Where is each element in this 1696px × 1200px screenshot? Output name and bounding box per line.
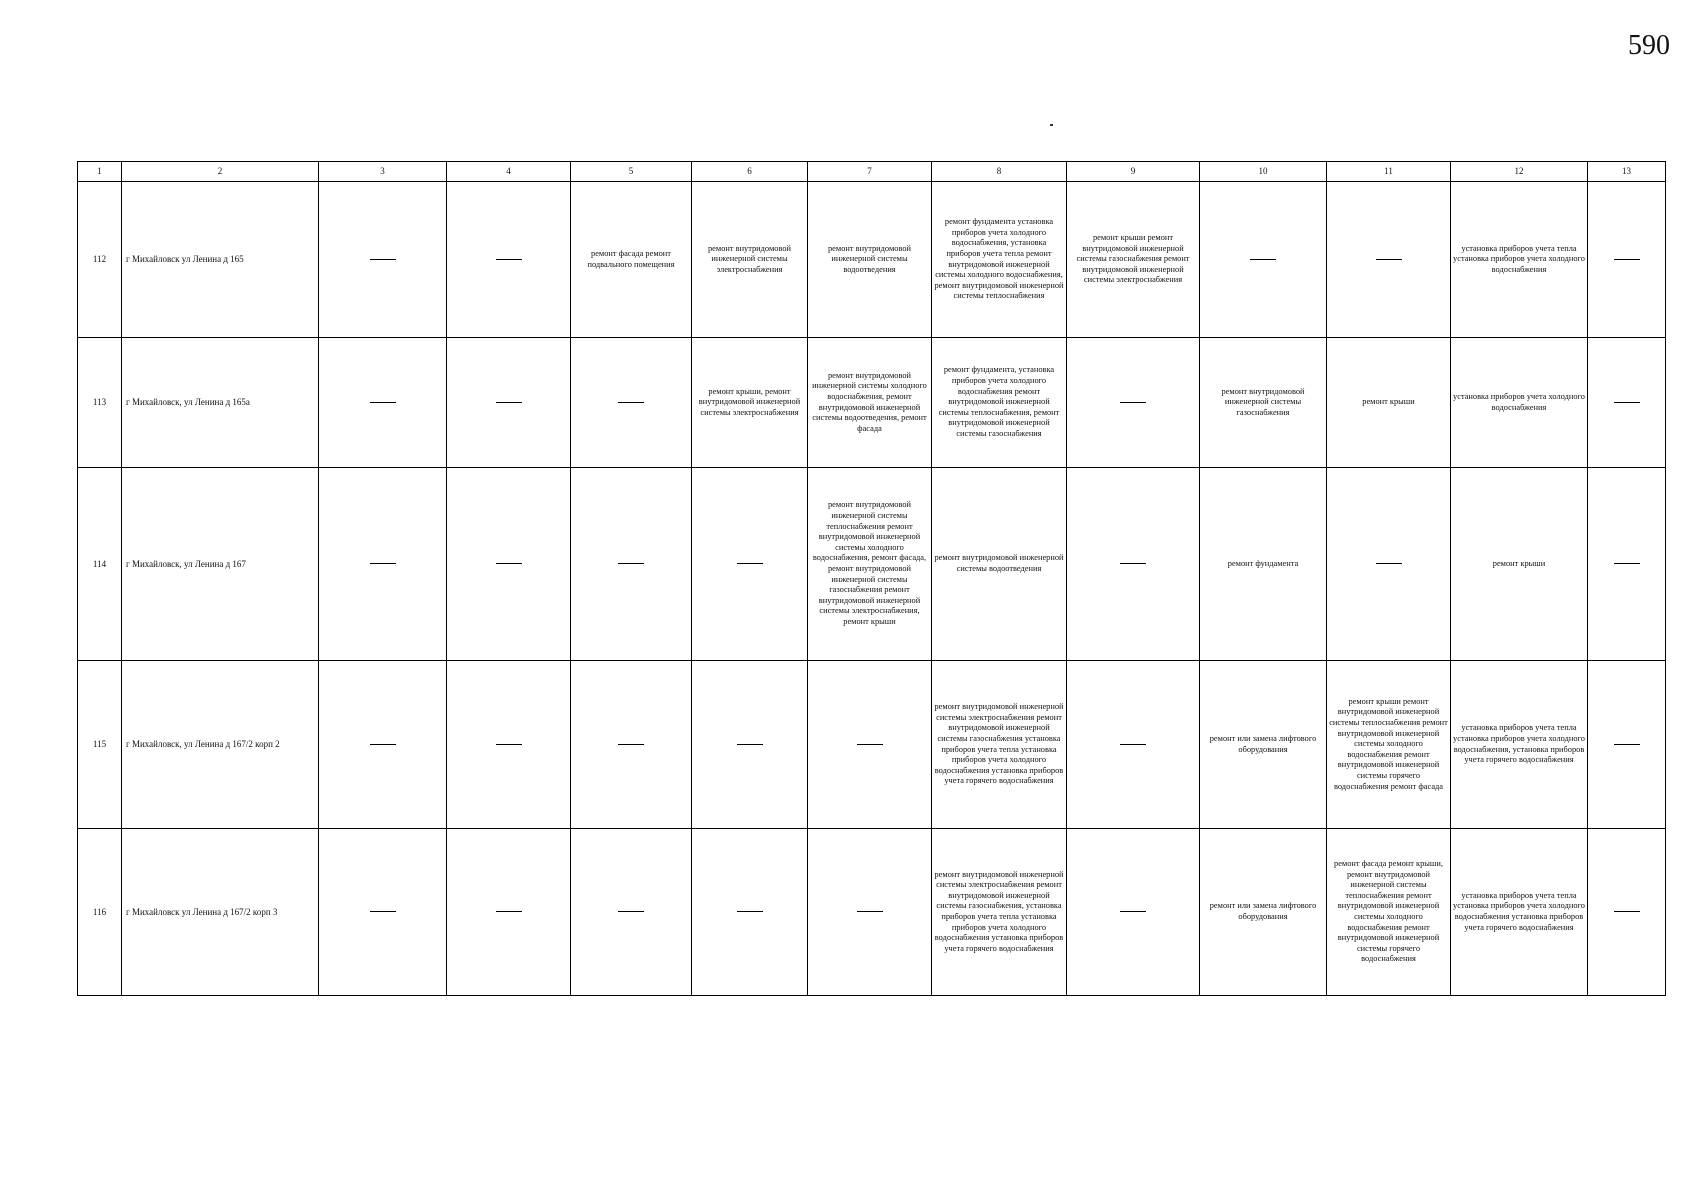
table-cell: установка приборов учета тепла установка приборов учета холодного водоснабжения: [1451, 182, 1588, 338]
table-cell: ремонт внутридомовой инженерной системы холодного водоснабжения, ремонт внутридомовой инженерной системы водоотведения, ремонт фасада: [808, 338, 932, 468]
empty-dash: [1614, 563, 1640, 564]
table-cell: ремонт крыши, ремонт внутридомовой инженерной системы электроснабжения: [692, 338, 808, 468]
column-header: 6: [692, 162, 808, 182]
table-row: [78, 468, 1666, 661]
scan-speck: [1050, 124, 1053, 126]
table-cell: [1588, 829, 1666, 996]
table-cell: ремонт фундамента, установка приборов учета холодного водоснабжения ремонт внутридомовой инженерной системы теплоснабжения, ремонт внутридомовой инженерной системы газоснабжения: [932, 338, 1067, 468]
empty-dash: [496, 744, 522, 745]
empty-dash: [370, 744, 396, 745]
empty-dash: [1614, 911, 1640, 912]
empty-dash: [1120, 911, 1146, 912]
table-cell: [1067, 338, 1200, 468]
table-cell: ремонт внутридомовой инженерной системы водоотведения: [808, 182, 932, 338]
column-header: 12: [1451, 162, 1588, 182]
table-cell: ремонт или замена лифтового оборудования: [1200, 661, 1327, 829]
empty-dash: [737, 563, 763, 564]
empty-dash: [1376, 259, 1402, 260]
empty-dash: [1614, 744, 1640, 745]
empty-dash: [496, 402, 522, 403]
empty-dash: [857, 744, 883, 745]
capital-repair-table: [77, 161, 1666, 996]
table-cell: [447, 182, 571, 338]
empty-dash: [1250, 259, 1276, 260]
empty-dash: [370, 911, 396, 912]
table-cell: [447, 661, 571, 829]
table-cell: ремонт фундамента установка приборов учета холодного водоснабжения, установка приборов учета тепла ремонт внутридомовой инженерной системы холодного водоснабжения, ремонт внутридомовой инженерной системы теплоснабжения: [932, 182, 1067, 338]
row-address: г Михайловск, ул Ленина д 165а: [122, 338, 319, 468]
table-cell: [1067, 829, 1200, 996]
row-number: 116: [78, 829, 122, 996]
table-cell: [571, 468, 692, 661]
table-cell: [808, 829, 932, 996]
empty-dash: [1614, 402, 1640, 403]
table-cell: [1588, 338, 1666, 468]
row-number: 113: [78, 338, 122, 468]
table-cell: ремонт крыши ремонт внутридомовой инженерной системы теплоснабжения ремонт внутридомовой инженерной системы холодного водоснабжения ремонт внутридомовой инженерной системы горячего водоснабжения ремонт фасада: [1327, 661, 1451, 829]
header-row: [78, 162, 1666, 182]
table-cell: установка приборов учета тепла установка приборов учета холодного водоснабжения, установка приборов учета горячего водоснабжения: [1451, 661, 1588, 829]
table-cell: [319, 338, 447, 468]
table-cell: ремонт внутридомовой инженерной системы газоснабжения: [1200, 338, 1327, 468]
empty-dash: [370, 402, 396, 403]
empty-dash: [618, 744, 644, 745]
table-cell: [319, 829, 447, 996]
row-number: 115: [78, 661, 122, 829]
page-number: 590: [1628, 30, 1670, 61]
table-cell: [1588, 661, 1666, 829]
table-cell: [808, 661, 932, 829]
empty-dash: [370, 259, 396, 260]
table-cell: [1327, 182, 1451, 338]
table-cell: ремонт фасада ремонт подвального помещения: [571, 182, 692, 338]
table-cell: [319, 182, 447, 338]
table-cell: ремонт фасада ремонт крыши, ремонт внутридомовой инженерной системы теплоснабжения ремонт внутридомовой инженерной системы холодного водоснабжения ремонт внутридомовой инженерной системы горячего водоснабжения: [1327, 829, 1451, 996]
table-cell: ремонт внутридомовой инженерной системы теплоснабжения ремонт внутридомовой инженерной системы холодного водоснабжения, ремонт фасада, ремонт внутридомовой инженерной системы газоснабжения ремонт внутридомовой инженерной системы электроснабжения, ремонт крыши: [808, 468, 932, 661]
row-address: г Михайловск ул Ленина д 167/2 корп 3: [122, 829, 319, 996]
column-header: 2: [122, 162, 319, 182]
table-cell: [692, 468, 808, 661]
empty-dash: [857, 911, 883, 912]
empty-dash: [496, 911, 522, 912]
table-cell: [692, 829, 808, 996]
table-cell: ремонт или замена лифтового оборудования: [1200, 829, 1327, 996]
table-cell: [1588, 182, 1666, 338]
column-header: 7: [808, 162, 932, 182]
empty-dash: [1376, 563, 1402, 564]
column-header: 11: [1327, 162, 1451, 182]
column-header: 9: [1067, 162, 1200, 182]
table-cell: ремонт внутридомовой инженерной системы водоотведения: [932, 468, 1067, 661]
table-cell: [571, 338, 692, 468]
table-cell: ремонт крыши ремонт внутридомовой инженерной системы газоснабжения ремонт внутридомовой инженерной системы электроснабжения: [1067, 182, 1200, 338]
column-header: 3: [319, 162, 447, 182]
empty-dash: [618, 563, 644, 564]
table-cell: ремонт внутридомовой инженерной системы электроснабжения ремонт внутридомовой инженерной системы газоснабжения, установка приборов учета тепла установка приборов учета холодного водоснабжения установка приборов учета горячего водоснабжения: [932, 829, 1067, 996]
table-cell: ремонт внутридомовой инженерной системы электроснабжения: [692, 182, 808, 338]
empty-dash: [737, 911, 763, 912]
table-cell: [1588, 468, 1666, 661]
empty-dash: [496, 563, 522, 564]
table-cell: ремонт фундамента: [1200, 468, 1327, 661]
table-cell: [1327, 468, 1451, 661]
table-cell: [1067, 661, 1200, 829]
table-cell: [447, 829, 571, 996]
table-cell: установка приборов учета холодного водоснабжения: [1451, 338, 1588, 468]
column-header: 1: [78, 162, 122, 182]
table-cell: ремонт крыши: [1327, 338, 1451, 468]
row-number: 112: [78, 182, 122, 338]
table-cell: [692, 661, 808, 829]
empty-dash: [496, 259, 522, 260]
table-cell: [447, 468, 571, 661]
empty-dash: [737, 744, 763, 745]
table-cell: [319, 661, 447, 829]
table-cell: [1067, 468, 1200, 661]
table-row: [78, 661, 1666, 829]
table-cell: ремонт внутридомовой инженерной системы электроснабжения ремонт внутридомовой инженерной системы газоснабжения установка приборов учета тепла установка приборов учета холодного водоснабжения установка приборов учета горячего водоснабжения: [932, 661, 1067, 829]
empty-dash: [1120, 563, 1146, 564]
empty-dash: [1120, 402, 1146, 403]
table-cell: [319, 468, 447, 661]
table-row: [78, 829, 1666, 996]
empty-dash: [1614, 259, 1640, 260]
empty-dash: [1120, 744, 1146, 745]
row-number: 114: [78, 468, 122, 661]
table-cell: [1200, 182, 1327, 338]
table-cell: установка приборов учета тепла установка приборов учета холодного водоснабжения установка приборов учета горячего водоснабжения: [1451, 829, 1588, 996]
row-address: г Михайловск, ул Ленина д 167: [122, 468, 319, 661]
table-row: [78, 338, 1666, 468]
row-address: г Михайловск, ул Ленина д 167/2 корп 2: [122, 661, 319, 829]
table-row: [78, 182, 1666, 338]
empty-dash: [618, 911, 644, 912]
table-cell: ремонт крыши: [1451, 468, 1588, 661]
table-cell: [571, 829, 692, 996]
row-address: г Михайловск ул Ленина д 165: [122, 182, 319, 338]
empty-dash: [618, 402, 644, 403]
table-cell: [447, 338, 571, 468]
empty-dash: [370, 563, 396, 564]
column-header: 4: [447, 162, 571, 182]
column-header: 5: [571, 162, 692, 182]
column-header: 10: [1200, 162, 1327, 182]
table-cell: [571, 661, 692, 829]
column-header: 8: [932, 162, 1067, 182]
column-header: 13: [1588, 162, 1666, 182]
